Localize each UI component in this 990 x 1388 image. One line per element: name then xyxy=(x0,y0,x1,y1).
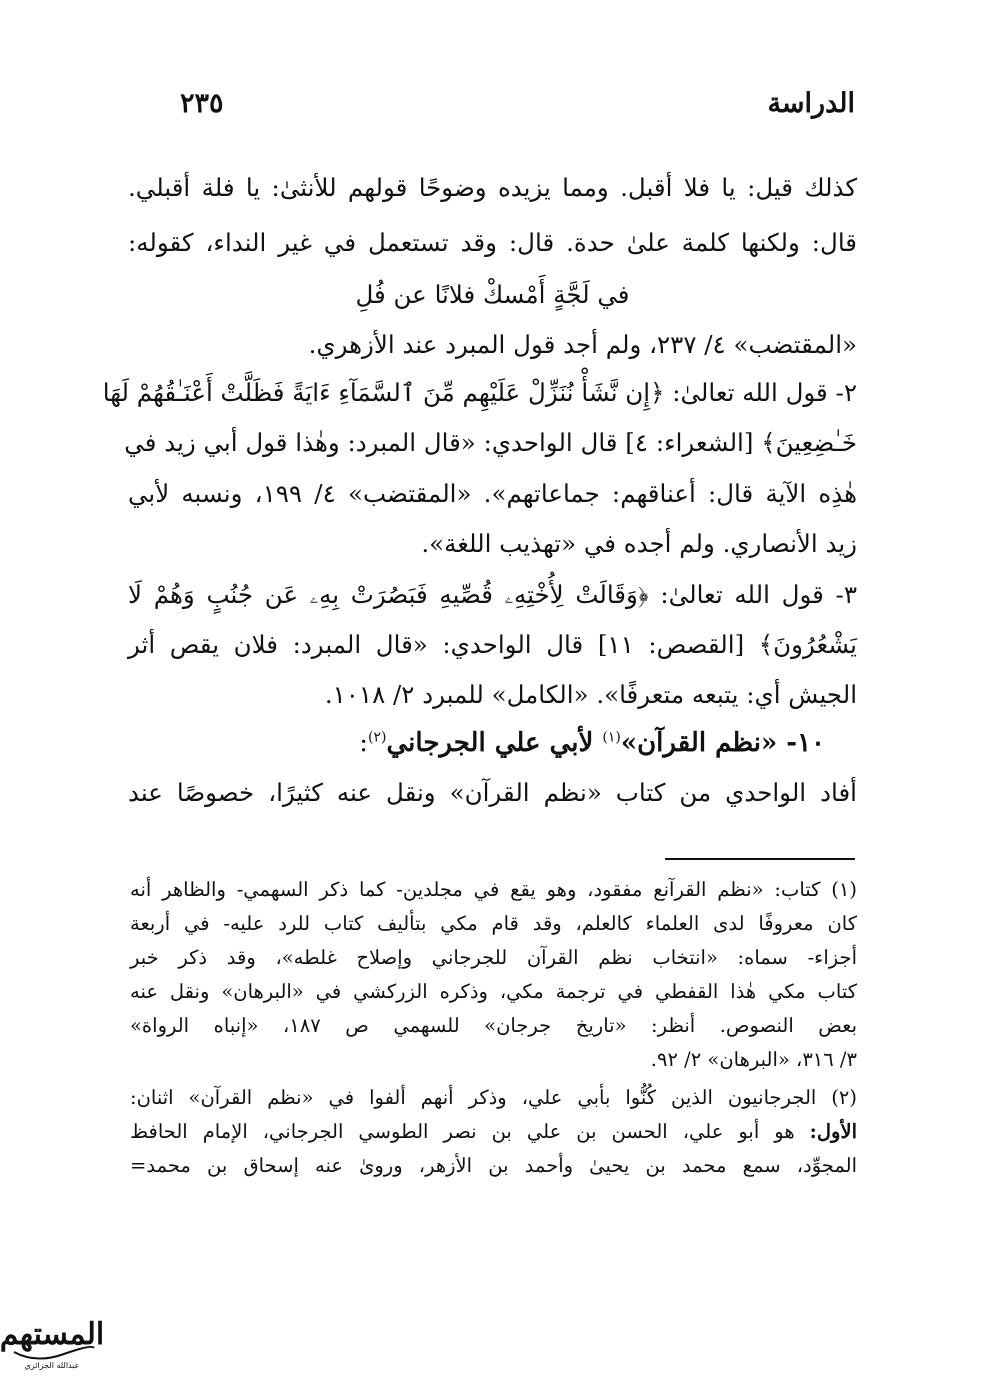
logo-calligraphy: المستهم xyxy=(0,1317,105,1352)
footnote-line-9: المجوِّد، سمع محمد بن يحيىٰ وأحمد بن الأزهر، وروىٰ عنه إسحاق بن محمد= xyxy=(130,1154,857,1177)
body-line-8: زيد الأنصاري. ولم أجده في «تهذيب اللغة». xyxy=(421,529,857,558)
footnote-line-3: أجزاء- سماه: «انتخاب نظم القرآن للجرجاني وإصلاح غلطه»، وقد ذكر خبر xyxy=(130,946,857,969)
body-line-11: الجيش أي: يتبعه متعرفًا». «الكامل» للمبرد ٢/ ١٠١٨. xyxy=(324,680,857,709)
publisher-logo xyxy=(0,1298,105,1376)
body-line-1: كذلك قيل: يا فلا أقبل. ومما يزيده وضوحًا قولهم للأنثىٰ: يا فلة أقبلي. xyxy=(128,173,857,202)
body-line-4: «المقتضب» ٤/ ٢٣٧، ولم أجد قول المبرد عند الأزهري. xyxy=(308,330,857,359)
heading-author: لأبي علي الجرجاني xyxy=(386,728,603,758)
footnote-first-text: هو أبو علي، الحسن بن علي بن نصر الطوسي الجرجاني، الإمام الحافظ xyxy=(130,1120,810,1143)
body-line-10: يَشْعُرُونَ﴾ [القصص: ١١] قال الواحدي: «قال المبرد: فلان يقص أثر xyxy=(128,630,857,659)
body-line-5: ٢- قول الله تعالىٰ: ﴿إِن نَّشَأْ نُنَزِّلْ عَلَيْهِم مِّنَ ٱلسَّمَآءِ ءَايَةً فَظَلَّتْ أَعْنَـٰقُهُمْ لَهَا xyxy=(102,378,857,407)
footnote-separator xyxy=(665,858,855,860)
footnote-line-7: (٢) الجرجانيون الذين كُنُّوا بأبي علي، وذكر أنهم ألفوا في «نظم القرآن» اثنان: xyxy=(130,1086,857,1109)
body-line-7: هٰذِه الآية قال: أعناقهم: جماعاتهم». «المقتضب» ٤/ ١٩٩، ونسبه لأبي xyxy=(128,479,858,508)
body-line-2: قال: ولكنها كلمة علىٰ حدة. قال: وقد تستعمل في غير النداء، كقوله: xyxy=(128,228,857,257)
footnote-line-8 xyxy=(130,1120,857,1143)
footnote-ref-1[interactable]: (١) xyxy=(602,729,621,746)
footnote-line-4: كتاب مكي هٰذا القفطي في ترجمة مكي، وذكره الزركشي في «البرهان» ونقل عنه xyxy=(130,980,857,1003)
footnote-line-6: ٣/ ٣١٦، «البرهان» ٢/ ٩٢. xyxy=(650,1048,857,1071)
body-line-9: ٣- قول الله تعالىٰ: ﴿وَقَالَتْ لِأُخْتِهِۦ قُصِّيهِ فَبَصُرَتْ بِهِۦ عَن جُنُبٍ وَهُمْ لَا xyxy=(128,580,857,609)
page-number: ٢٣٥ xyxy=(180,88,224,119)
footnote-ref-2[interactable]: (٢) xyxy=(368,729,387,746)
footnote-first-label: الأول: xyxy=(809,1120,857,1143)
logo-signature: عبدالله الجزائري xyxy=(24,1361,80,1370)
footnote-line-1: (١) كتاب: «نظم القرآنع مفقود، وهو يقع في مجلدين- كما ذكر السهمي- والظاهر أنه xyxy=(130,878,857,901)
footnote-line-5: بعض النصوص. أنظر: «تاريخ جرجان» للسهمي ص ١٨٧، «إنباه الرواة» xyxy=(130,1014,857,1037)
footnote-line-2: كان معروفًا لدى العلماء كالعلم، وقد قام مكي بتأليف كتاب للرد عليه- في أربعة xyxy=(130,912,857,935)
body-line-last: أفاد الواحدي من كتاب «نظم القرآن» ونقل عنه كثيرًا، خصوصًا عند xyxy=(128,778,857,807)
heading-colon: : xyxy=(359,728,369,758)
heading-title-part: ١٠- «نظم القرآن» xyxy=(620,728,825,758)
running-title: الدراسة xyxy=(767,88,855,119)
poetry-verse: في لَجَّةٍ أَمْسكْ فلانًا عن فُلِ xyxy=(355,280,630,309)
section-heading xyxy=(128,728,825,758)
body-line-6: خَـٰضِعِينَ﴾ [الشعراء: ٤] قال الواحدي: «قال المبرد: وهٰذا قول أبي زيد في xyxy=(124,428,857,457)
